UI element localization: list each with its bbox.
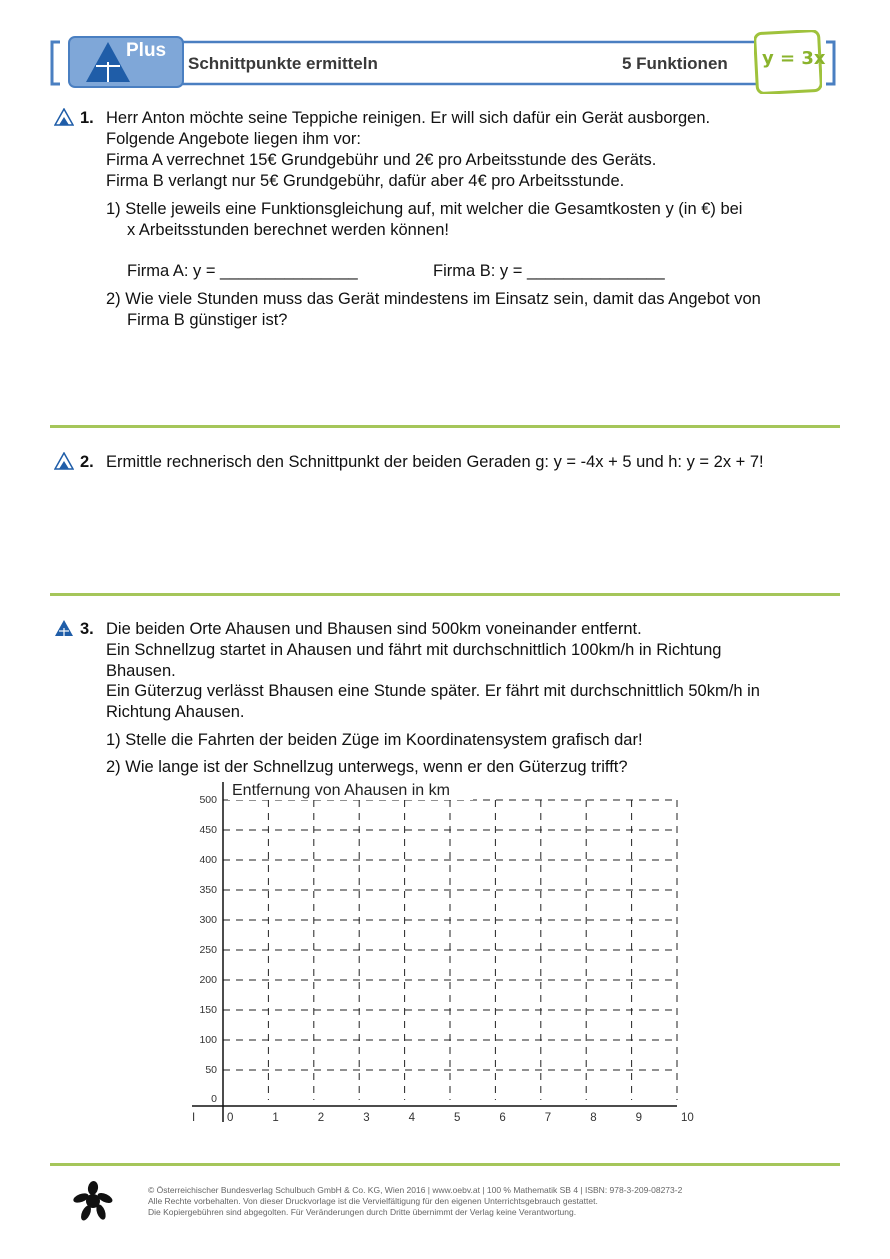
exercise-1-line: Firma A verrechnet 15€ Grundgebühr und 2€ pro Arbeitsstunde des Geräts. [106, 151, 657, 169]
exercise-3-line: Richtung Ahausen. [106, 703, 245, 721]
x-origin-mark: I [192, 1112, 196, 1124]
y-tick-label: 450 [199, 824, 217, 836]
exercise-2-text: Ermittle rechnerisch den Schnittpunkt der beiden Geraden g: y = -4x + 5 und h: y = 2x + 7! [106, 453, 764, 471]
exercise-3-task-2: 2) Wie lange ist der Schnellzug unterwegs, wenn er den Güterzug trifft? [106, 758, 628, 776]
y-tick-label: 400 [199, 854, 217, 866]
section-divider [50, 1163, 840, 1166]
exercise-1-line: Firma B verlangt nur 5€ Grundgebühr, dafür aber 4€ pro Arbeitsstunde. [106, 172, 625, 190]
chart-title: Entfernung von Ahausen in km [232, 782, 450, 799]
footer-line: Die Kopiergebühren sind abgegolten. Für Veränderungen durch Dritte übernimmt der Verlag keine Verantwortung. [148, 1207, 577, 1217]
x-tick-label: 3 [363, 1112, 370, 1124]
exercise-3-task-1: 1) Stelle die Fahrten der beiden Züge im Koordinatensystem grafisch dar! [106, 731, 643, 749]
exercise-1-task-1: 1) Stelle jeweils eine Funktionsgleichung auf, mit welcher die Gesamtkosten y (in €) bei [106, 200, 743, 218]
exercise-3-line: Die beiden Orte Ahausen und Bhausen sind 500km voneinander entfernt. [106, 620, 642, 638]
x-tick-label: 6 [499, 1112, 506, 1124]
section-divider [50, 425, 840, 428]
difficulty-triangle-filled-icon [54, 619, 74, 637]
y-tick-label: 200 [199, 974, 217, 986]
logo-text: Plus [126, 40, 167, 61]
badge-text: y = 3x [762, 48, 826, 69]
x-tick-label: 2 [317, 1112, 325, 1124]
exercise-1-task-2: 2) Wie viele Stunden muss das Gerät mindestens im Einsatz sein, damit das Angebot von [106, 290, 761, 308]
footer-line: Alle Rechte vorbehalten. Von dieser Druckvorlage ist die Vervielfältigung für den eigenen Unterrichtsgebrauch gestattet. [148, 1196, 598, 1206]
x-tick-label: 10 [681, 1112, 694, 1124]
exercise-3-number: 3. [80, 620, 94, 638]
x-tick-label: 5 [454, 1112, 461, 1124]
plus-logo [68, 36, 184, 88]
x-tick-label: 0 [227, 1112, 234, 1124]
exercise-1-line: Herr Anton möchte seine Teppiche reinigen. Er will sich dafür ein Gerät ausborgen. [106, 109, 711, 127]
y-tick-label: 0 [211, 1093, 217, 1105]
firma-b-answer-field[interactable]: Firma B: y = _______________ [433, 262, 665, 280]
y-tick-label: 150 [199, 1004, 217, 1016]
x-tick-label: 8 [590, 1112, 597, 1124]
exercise-2-number: 2. [80, 453, 94, 471]
page-title: Schnittpunkte ermitteln [188, 54, 378, 73]
exercise-1-line: Folgende Angebote liegen ihm vor: [106, 130, 362, 148]
coordinate-grid[interactable] [180, 776, 700, 1136]
x-tick-label: 4 [408, 1112, 416, 1124]
section-divider [50, 593, 840, 596]
x-tick-label: 7 [544, 1112, 552, 1124]
footer-line: © Österreichischer Bundesverlag Schulbuch GmbH & Co. KG, Wien 2016 | www.oebv.at | 100 % Mathematik SB 4 | ISBN: 978-3-209-08273-2 [148, 1185, 683, 1195]
difficulty-triangle-icon [54, 108, 74, 126]
y-tick-label: 300 [199, 914, 217, 926]
difficulty-triangle-icon [54, 452, 74, 470]
exercise-1-task-1-cont: x Arbeitsstunden berechnet werden können! [127, 221, 449, 239]
y-tick-label: 500 [199, 794, 217, 806]
y-tick-label: 250 [199, 944, 217, 956]
publisher-logo-icon [72, 1180, 114, 1222]
exercise-3-line: Ein Schnellzug startet in Ahausen und fährt mit durchschnittlich 100km/h in Richtung [106, 641, 722, 659]
chapter-label: 5 Funktionen [622, 54, 728, 73]
footer-copyright [148, 1185, 682, 1218]
y-tick-label: 50 [205, 1064, 217, 1076]
firma-a-answer-field[interactable]: Firma A: y = _______________ [127, 262, 358, 280]
y-tick-label: 350 [199, 884, 217, 896]
exercise-3-line: Bhausen. [106, 662, 176, 680]
exercise-3-line: Ein Güterzug verlässt Bhausen eine Stunde später. Er fährt mit durchschnittlich 50km/h in [106, 682, 760, 700]
formula-badge [754, 30, 826, 94]
x-tick-label: 1 [272, 1112, 279, 1124]
exercise-1-task-2-cont: Firma B günstiger ist? [127, 311, 288, 329]
x-tick-label: 9 [635, 1112, 643, 1124]
exercise-1-number: 1. [80, 109, 94, 127]
y-tick-label: 100 [199, 1034, 217, 1046]
